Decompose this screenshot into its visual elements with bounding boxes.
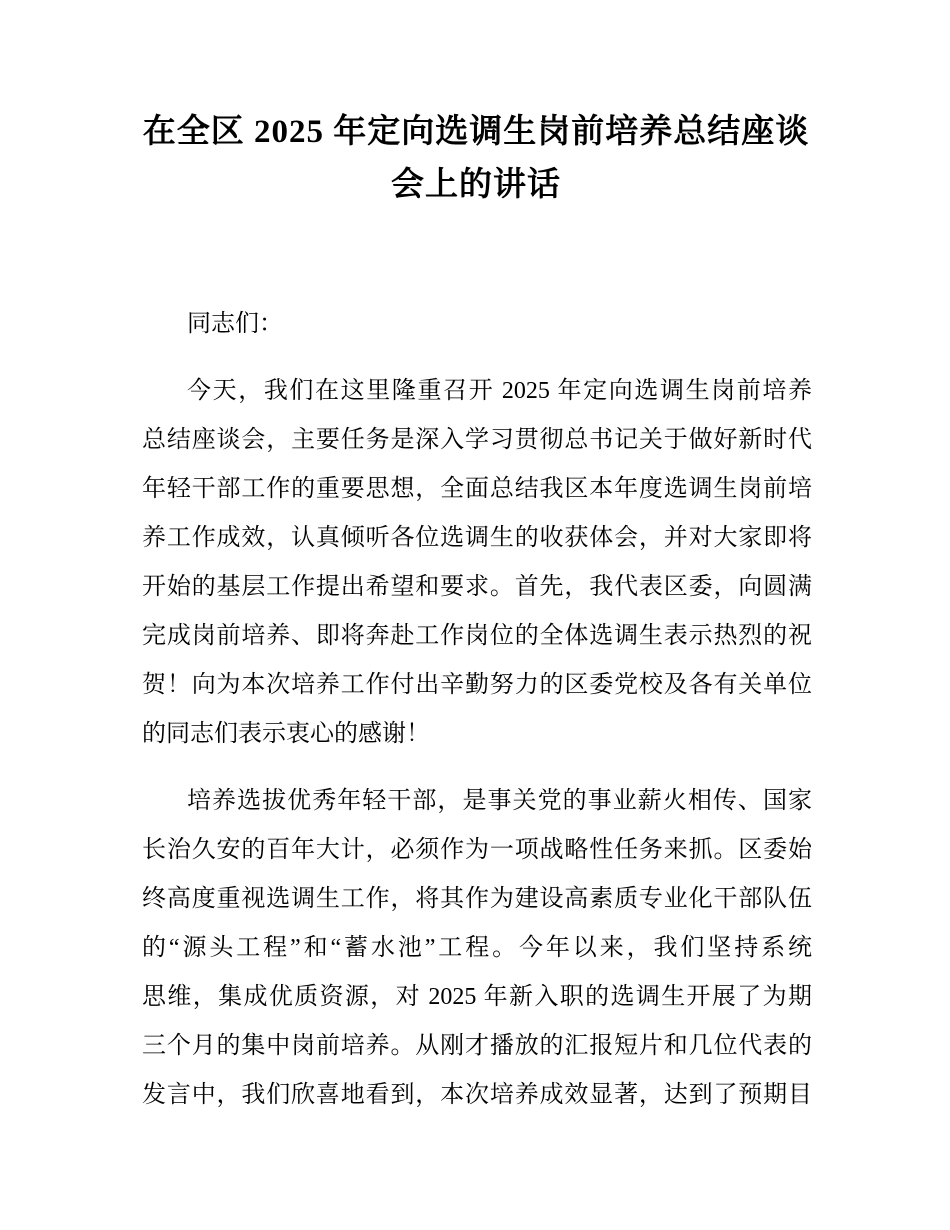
title-line-2: 会上的讲话 [391,167,561,203]
text-line: 思维，集成优质资源，对 2025 年新入职的选调生开展了为期 [142,984,812,1010]
document-title [120,106,832,212]
text-line: 年轻干部工作的重要思想，全面总结我区本年度选调生岗前培 [142,476,812,502]
document-body [142,300,812,1138]
text-line: 总结座谈会，主要任务是深入学习贯彻总书记关于做好新时代 [142,427,812,453]
paragraph-3 [142,777,812,1120]
text-line: 开始的基层工作提出希望和要求。首先，我代表区委，向圆满 [142,574,812,600]
text-line: 的同志们表示衷心的感谢！ [142,721,430,747]
paragraph-2 [142,367,812,759]
title-line-1: 在全区 2025 年定向选调生岗前培养总结座谈 [142,114,810,150]
text-line: 完成岗前培养、即将奔赴工作岗位的全体选调生表示热烈的祝 [142,623,812,649]
text-line: 发言中，我们欣喜地看到，本次培养成效显著，达到了预期目 [142,1082,812,1108]
text-line: 同志们： [187,311,283,337]
text-line: 的“源头工程”和“蓄水池”工程。今年以来，我们坚持系统 [142,935,812,961]
text-line: 今天，我们在这里隆重召开 2025 年定向选调生岗前培养 [187,378,812,404]
text-line: 长治久安的百年大计，必须作为一项战略性任务来抓。区委始 [142,837,812,863]
text-line: 培养选拔优秀年轻干部，是事关党的事业薪火相传、国家 [187,788,812,814]
text-line: 养工作成效，认真倾听各位选调生的收获体会，并对大家即将 [142,525,812,551]
text-line: 终高度重视选调生工作，将其作为建设高素质专业化干部队伍 [142,886,812,912]
text-line: 贺！向为本次培养工作付出辛勤努力的区委党校及各有关单位 [142,672,812,698]
paragraph-1 [142,300,812,349]
text-line: 三个月的集中岗前培养。从刚才播放的汇报短片和几位代表的 [142,1033,812,1059]
